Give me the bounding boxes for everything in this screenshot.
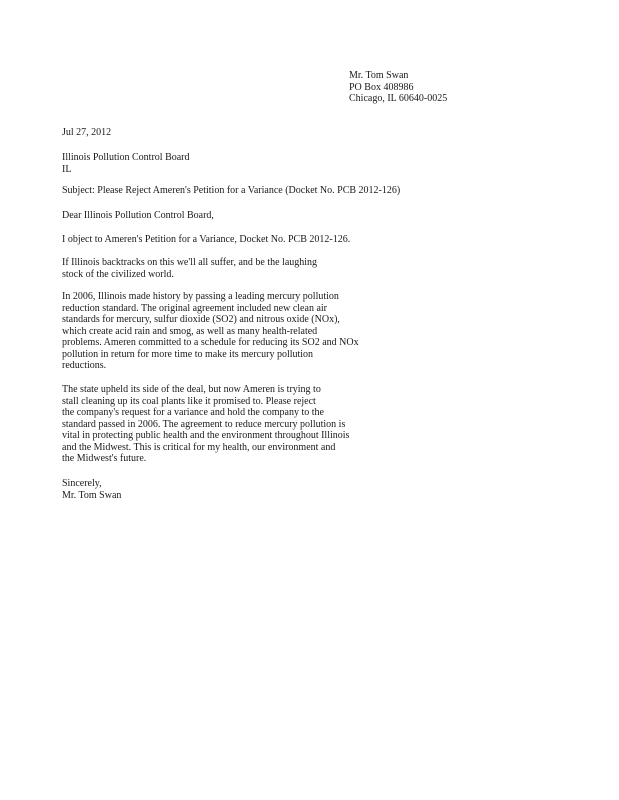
paragraph-line: reduction standard. The original agreement included new clean air xyxy=(62,302,327,314)
paragraph-line: standard passed in 2006. The agreement to reduce mercury pollution is xyxy=(62,418,346,430)
closing-block xyxy=(62,478,121,501)
paragraph-line: stock of the civilized world. xyxy=(62,268,174,280)
paragraph-line: I object to Ameren's Petition for a Variance, Docket No. PCB 2012-126. xyxy=(62,234,351,245)
recipient-name: Illinois Pollution Control Board xyxy=(62,152,190,163)
paragraph-line: the company's request for a variance and hold the company to the xyxy=(62,407,324,418)
sender-city: Chicago, IL 60640-0025 xyxy=(349,93,448,104)
paragraph-line: and the Midwest. This is critical for my health, our environment and xyxy=(62,441,336,453)
sender-name: Mr. Tom Swan xyxy=(349,70,409,81)
subject-line xyxy=(62,185,400,197)
paragraph-line: reductions. xyxy=(62,360,107,371)
paragraph-line: the Midwest's future. xyxy=(62,453,147,464)
paragraph-line: stall cleaning up its coal plants like it promised to. Please reject xyxy=(62,395,316,407)
paragraph-line: which create acid rain and smog, as well as many health-related xyxy=(62,325,318,337)
paragraph-line: The state upheld its side of the deal, but now Ameren is trying to xyxy=(62,384,321,395)
salutation xyxy=(62,210,214,222)
paragraph-backtrack xyxy=(62,257,317,280)
recipient-address-block xyxy=(62,152,190,175)
letter-date xyxy=(62,127,111,139)
paragraph-line: vital in protecting public health and the environment throughout Illinois xyxy=(62,430,350,441)
paragraph-line: If Illinois backtracks on this we'll all suffer, and be the laughing xyxy=(62,257,318,268)
paragraph-request xyxy=(62,384,349,465)
paragraph-line: standards for mercury, sulfur dioxide (SO2) and nitrous oxide (NOx), xyxy=(62,314,340,325)
paragraph-line: In 2006, Illinois made history by passing a leading mercury pollution xyxy=(62,291,339,302)
paragraph-objection xyxy=(62,234,350,246)
salutation-text: Dear Illinois Pollution Control Board, xyxy=(62,210,214,221)
date-text: Jul 27, 2012 xyxy=(62,127,112,138)
recipient-state: IL xyxy=(62,163,72,175)
paragraph-line: pollution in return for more time to make its mercury pollution xyxy=(62,348,314,360)
paragraph-history xyxy=(62,291,359,372)
closing-valediction: Sincerely, xyxy=(62,478,102,489)
subject-text: Subject: Please Reject Ameren's Petition for a Variance (Docket No. PCB 2012-126) xyxy=(62,185,401,196)
closing-signature-name: Mr. Tom Swan xyxy=(62,489,122,501)
sender-address-block xyxy=(349,70,549,105)
paragraph-line: problems. Ameren committed to a schedule for reducing its SO2 and NOx xyxy=(62,337,359,348)
sender-po-box: PO Box 408986 xyxy=(349,81,414,93)
